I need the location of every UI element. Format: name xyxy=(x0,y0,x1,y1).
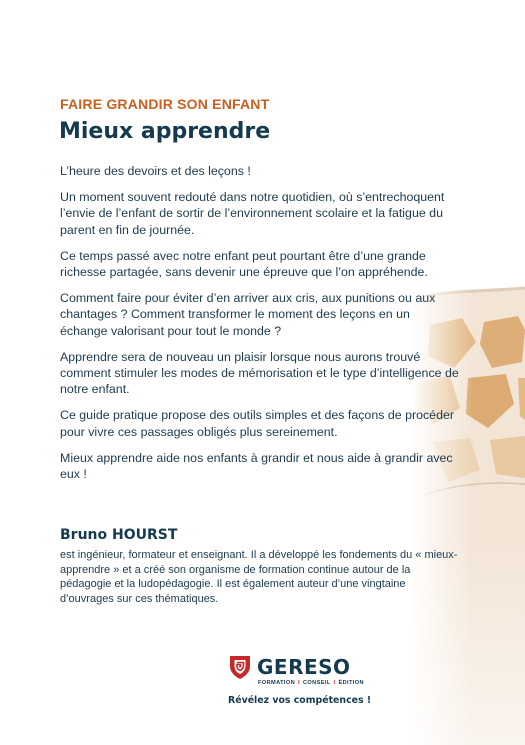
paragraph: Mieux apprendre aide nos enfants à grandir et nous aide à grandir avec eux ! xyxy=(60,450,453,482)
author-bio: est ingénieur, formateur et enseignant. Il a développé les fondements du « mieux-apprendre » et a créé son organisme de formation continue autour de la pédagogie et la ludopédagogie. Il est également auteur d’une vingtaine d’ouvrages sur ces thématiques. xyxy=(60,549,458,605)
paragraph: Ce temps passé avec notre enfant peut pourtant être d’une grande richesse partagée, sans devenir une épreuve que l’on appréhende. xyxy=(60,248,428,280)
paragraph: Apprendre sera de nouveau un plaisir lorsque nous aurons trouvé comment stimuler les modes de mémorisation et le type d’intelligence de notre enfant. xyxy=(60,349,459,397)
paragraph: L’heure des devoirs et des leçons ! xyxy=(60,164,251,178)
publisher-tagline: Révélez vos compétences ! xyxy=(228,695,372,706)
summary-text xyxy=(60,163,460,492)
service-edition: ÉDITION xyxy=(338,680,364,686)
author-name: Bruno HOURST xyxy=(60,527,178,543)
publisher-services xyxy=(258,680,364,686)
gereso-shield-icon xyxy=(228,654,252,680)
paragraph: Ce guide pratique propose des outils simples et des façons de procéder pour vivre ces passages obligés plus sereinement. xyxy=(60,408,454,439)
publisher-name: GERESO xyxy=(257,655,351,679)
paragraph: Un moment souvent redouté dans notre quotidien, où s’entrechoquent l’envie de l’enfant de sortir de l’environnement scolaire et la fatigue du parent en fin de journée. xyxy=(60,190,445,237)
paragraph: Comment faire pour éviter d’en arriver aux cris, aux punitions ou aux chantages ? Comment transformer le moment des leçons en un échange valorisant pour tout le monde ? xyxy=(60,291,436,338)
service-conseil: CONSEIL xyxy=(302,680,331,686)
service-formation: FORMATION xyxy=(258,680,296,686)
separator: I xyxy=(298,680,300,686)
series-kicker: FAIRE GRANDIR SON ENFANT xyxy=(60,96,270,112)
publisher-logo xyxy=(228,654,372,708)
separator: I xyxy=(333,680,336,686)
book-title: Mieux apprendre xyxy=(59,119,271,144)
